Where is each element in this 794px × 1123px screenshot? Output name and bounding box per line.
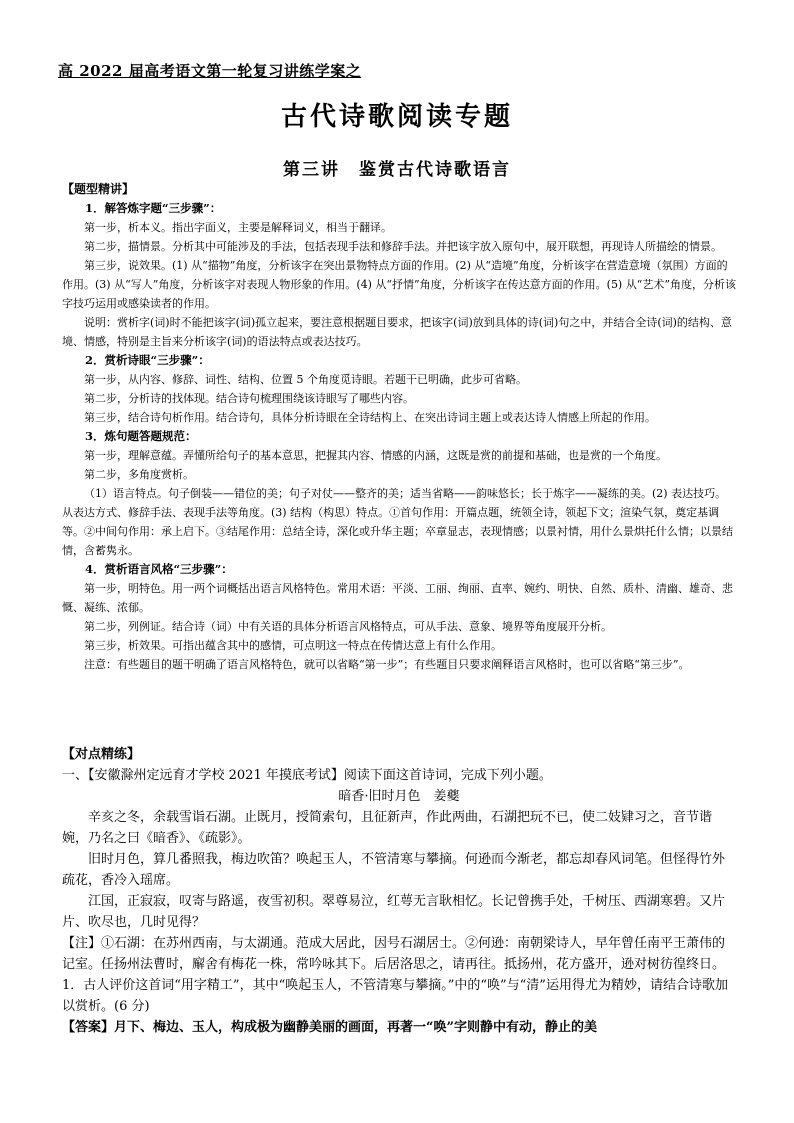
paragraph: 第一步，析本义。指出字面义，主要是解释词义，相当于翻译。 xyxy=(84,221,392,234)
paragraph: 第一步，理解意蕴。弄懂所给句子的基本意思，把握其内容、情感的内涵，这既是赏的前提和基础，也是赏的一个角度。 xyxy=(84,449,667,462)
step-heading: 2．赏析诗眼“三步骤”： xyxy=(85,353,210,367)
section-heading: 【题型精讲】 xyxy=(62,182,135,196)
poem-stanza: 旧时月色，算几番照我，梅边吹笛？唤起玉人，不管清寒与攀摘。何逊而今渐老，都忘却春风词笔。但怪得竹外疏花，香冷入瑶席。 xyxy=(62,852,726,888)
practice-section xyxy=(62,744,736,1038)
paragraph: 第一步，从内容、修辞、词性、结构、位置 5 个角度觅诗眼。若题干已明确，此步可省略。 xyxy=(84,373,527,386)
series-header: 高 2022 届高考语文第一轮复习讲练学案之 xyxy=(58,62,362,80)
section-heading: 【对点精练】 xyxy=(62,747,141,762)
method-section xyxy=(62,180,736,674)
step-heading: 3．炼句题答题规范： xyxy=(85,429,197,443)
note-paragraph: 注意：有些题目的题干明确了语言风格特色，就可以省略“第一步”；有些题目只要求阐释语言风格时，也可以省略“第三步”。 xyxy=(84,658,690,671)
answer-text: 【答案】月下、梅边、玉人，构成极为幽静美丽的画面，再著一“唤”字则静中有动，静止的美 xyxy=(62,1020,597,1035)
page-title: 古代诗歌阅读专题 xyxy=(280,102,513,132)
poem-title: 暗香·旧时月色 姜夔 xyxy=(338,789,460,804)
poem-note: 【注】①石湖：在苏州西南，与太湖通。范成大居此，因号石湖居士。②何逊：南朝梁诗人，早年曾任南平王萧伟的记室。任扬州法曹时，廨舍有梅花一株，常吟咏其下。后居洛思之，请再往。抵扬州，花方盛开，逊对树彷徨终日。 xyxy=(62,936,726,972)
paragraph: 第二步，多角度赏析。 xyxy=(84,468,194,481)
poem-stanza: 江国，正寂寂，叹寄与路遥，夜雪初积。翠尊易泣，红萼无言耿相忆。长记曾携手处，千树压、西湖寒碧。又片片、吹尽也，几时见得？ xyxy=(62,894,726,930)
paragraph: 第二步，分析诗的找体现。结合诗句梳理围绕该诗眼写了哪些内容。 xyxy=(84,392,414,405)
paragraph: 第二步，描情景。分析其中可能涉及的手法，包括表现手法和修辞手法。并把该字放入原句中，展开联想，再现诗人所描绘的情景。 xyxy=(84,240,722,253)
poem-preface: 辛亥之冬，余载雪诣石湖。止既月，授简索句，且征新声，作此两曲，石湖把玩不已，使二妓肄习之，音节谐婉，乃名之曰《暗香》、《疏影》。 xyxy=(62,810,713,846)
paragraph: 第三步，结合诗句析作用。结合诗句，具体分析诗眼在全诗结构上、在突出诗词主题上或表达诗人情感上所起的作用。 xyxy=(84,411,656,424)
paragraph: 第三步，说效果。(1) 从“描物”角度，分析该字在突出景物特点方面的作用。(2) 从“造境”角度，分析该字在营造意境（氛围）方面的作用。(3) 从“写人”角度，分析该字对表现人物形象的作用。(4) 从“抒情”角度，分析该字在传达意方面的作用。(5) 从“艺术”角度，分析该字技巧运用或感染读者的作用。 xyxy=(62,259,736,310)
step-heading: 1．解答炼字题“三步骤”： xyxy=(85,201,222,215)
lecture-title: 第三讲 鉴赏古代诗歌语言 xyxy=(283,160,511,180)
step-heading: 4．赏析语言风格“三步骤”： xyxy=(85,562,233,576)
note-paragraph: 说明：赏析字(词)时不能把该字(词)孤立起来，要注意根据题目要求，把该字(词)放到具体的诗(词)句之中，并结合全诗(词)的结构、意境、情感，特别是主旨来分析该字(词)的语法特点或表达技巧。 xyxy=(62,316,732,348)
paragraph: 第一步，明特色。用一两个词概括出语言风格特色。常用术语：平淡、工丽、绚丽、直率、婉约、明快、自然、质朴、清幽、雄奇、悲慨、凝练、浓郁。 xyxy=(62,582,733,614)
question-item: 1．古人评价这首词“用字精工”，其中“唤起玉人，不管清寒与攀摘。”中的“唤”与“清”运用得尤为精妙，请结合诗歌加以赏析。(6 分) xyxy=(62,978,728,1014)
question-intro: 一、【安徽滁州定远育才学校 2021 年摸底考试】阅读下面这首诗词，完成下列小题。 xyxy=(62,768,552,783)
paragraph: 第二步，列例证。结合诗（词）中有关语的具体分析语言风格特点，可从手法、意象、境界等角度展开分析。 xyxy=(84,620,612,633)
paragraph: 第三步，析效果。可指出蕴含其中的感情，可点明这一特点在传情达意上有什么作用。 xyxy=(84,639,502,652)
paragraph: （1）语言特点。句子倒装——错位的美；句子对仗——整齐的美；适当省略——韵味悠长；长于炼字——凝练的美。(2) 表达技巧。从表达方式、修辞手法、表现手法等角度。(3) 结构（构思）特点。①首句作用：开篇点题，统领全诗，领起下文；渲染气氛，奠定基调等。②中间句作用：承上启下。③结尾作用：总结全诗，深化或升华主题；卒章显志，表现情感；以景衬情，用什么景烘托什么情；以景结情，含蓄隽永。 xyxy=(62,487,733,557)
